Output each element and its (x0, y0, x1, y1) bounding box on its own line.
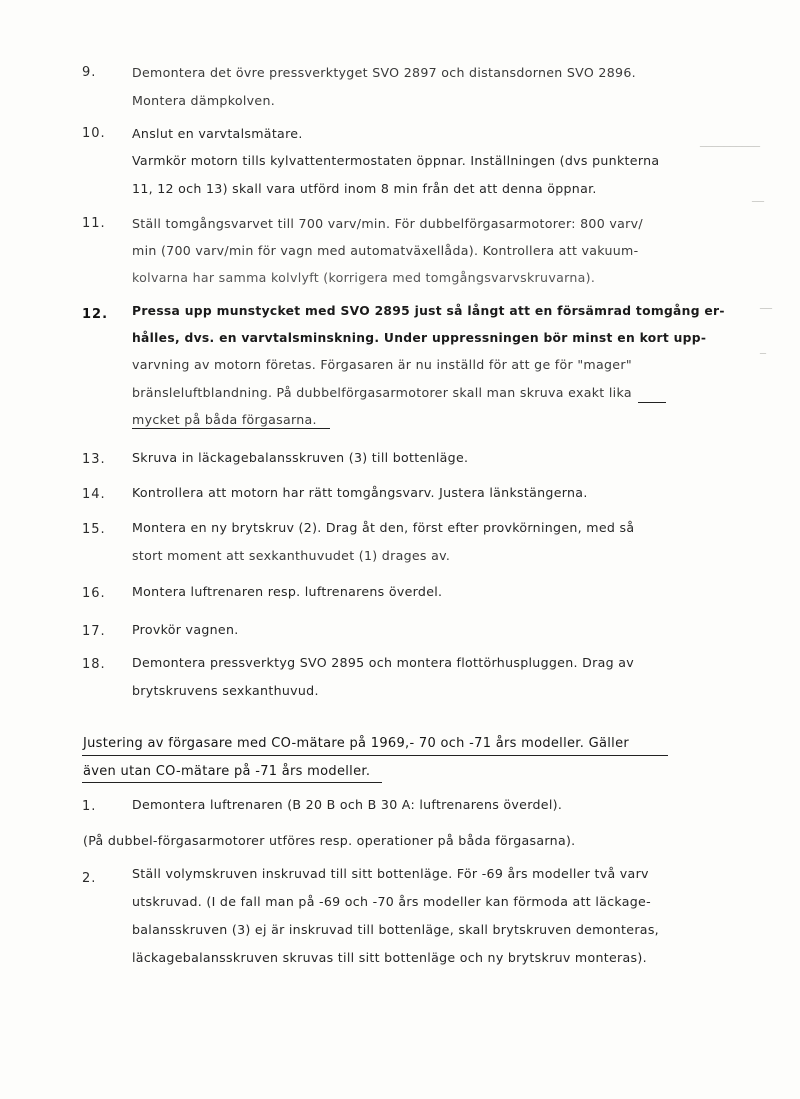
bleed-through-mark: __________ (700, 133, 760, 147)
step-text-line: Skruva in läckagebalansskruven (3) till bottenläge. (132, 450, 469, 465)
bleed-through-mark: __ (752, 188, 764, 202)
step-text-line: Ställ volymskruven inskruvad till sitt bottenläge. För -69 års modeller två varv (132, 866, 649, 881)
step-number: 13. (82, 452, 106, 467)
step-text-line: brytskruvens sexkanthuvud. (132, 683, 319, 698)
step-text-line: Provkör vagnen. (132, 622, 239, 637)
step-number: 14. (82, 487, 106, 502)
step-text-line: Montera luftrenaren resp. luftrenarens överdel. (132, 584, 443, 599)
step-number: 9. (82, 65, 97, 80)
step-text-line: Varmkör motorn tills kylvattentermostaten öppnar. Inställningen (dvs punkterna (132, 153, 660, 168)
step-text-line: varvning av motorn företas. Förgasaren är nu inställd för att ge för "mager" (132, 357, 632, 372)
step-number: 1. (82, 799, 97, 814)
step-number: 16. (82, 586, 106, 601)
step-number: 11. (82, 216, 106, 231)
step-text-line: kolvarna har samma kolvlyft (korrigera med tomgångsvarvskruvarna). (132, 270, 596, 285)
bleed-through-mark: __ (760, 295, 772, 309)
step-text-line: hålles, dvs. en varvtalsminskning. Under uppressningen bör minst en kort upp- (132, 331, 707, 345)
step-text-line: bränsleluftblandning. På dubbelförgasarmotorer skall man skruva exakt lika (132, 385, 632, 400)
step-text-line: min (700 varv/min för vagn med automatväxellåda). Kontrollera att vakuum- (132, 243, 639, 258)
step-text-line: 11, 12 och 13) skall vara utförd inom 8 min från det att denna öppnar. (132, 181, 597, 196)
step-text-line: Kontrollera att motorn har rätt tomgångsvarv. Justera länkstängerna. (132, 485, 588, 500)
step-number: 15. (82, 522, 106, 537)
step-text-line: Montera en ny brytskruv (2). Drag åt den, först efter provkörningen, med så (132, 520, 635, 535)
step-number: 17. (82, 624, 106, 639)
step-number: 18. (82, 657, 106, 672)
step-text-line: Demontera luftrenaren (B 20 B och B 30 A: luftrenarens överdel). (132, 797, 563, 812)
step-text-line: balansskruven (3) ej är inskruvad till bottenläge, skall brytskruven demonteras, (132, 922, 659, 937)
section-heading-line: Justering av förgasare med CO-mätare på 1969,- 70 och -71 års modeller. Gäller (83, 736, 630, 751)
step-text-line: Demontera pressverktyg SVO 2895 och montera flottörhuspluggen. Drag av (132, 655, 634, 670)
step-text-line: Montera dämpkolven. (132, 93, 276, 108)
section-heading-line: även utan CO-mätare på -71 års modeller. (83, 764, 371, 779)
handwritten-underline (82, 755, 668, 756)
handwritten-underline (82, 782, 382, 783)
step-text-line: Pressa upp munstycket med SVO 2895 just så långt att en försämrad tomgång er- (132, 304, 725, 318)
step-number: 12. (82, 307, 109, 322)
step-text-line: Demontera det övre pressverktyget SVO 2897 och distansdornen SVO 2896. (132, 65, 636, 80)
step-text-line: (På dubbel-förgasarmotorer utföres resp. operationer på båda förgasarna). (83, 833, 576, 848)
handwritten-underline (132, 428, 330, 429)
step-number: 10. (82, 126, 106, 141)
step-text-line: mycket på båda förgasarna. (132, 412, 317, 427)
step-text-line: stort moment att sexkanthuvudet (1) drages av. (132, 548, 451, 563)
handwritten-underline (638, 402, 666, 403)
step-text-line: Ställ tomgångsvarvet till 700 varv/min. För dubbelförgasarmotorer: 800 varv/ (132, 216, 643, 231)
step-text-line: läckagebalansskruven skruvas till sitt bottenläge och ny brytskruv monteras). (132, 950, 647, 965)
step-text-line: utskruvad. (I de fall man på -69 och -70 års modeller kan förmoda att läckage- (132, 894, 651, 909)
step-number: 2. (82, 871, 97, 886)
bleed-through-mark: _ (760, 340, 766, 354)
step-text-line: Anslut en varvtalsmätare. (132, 126, 303, 141)
